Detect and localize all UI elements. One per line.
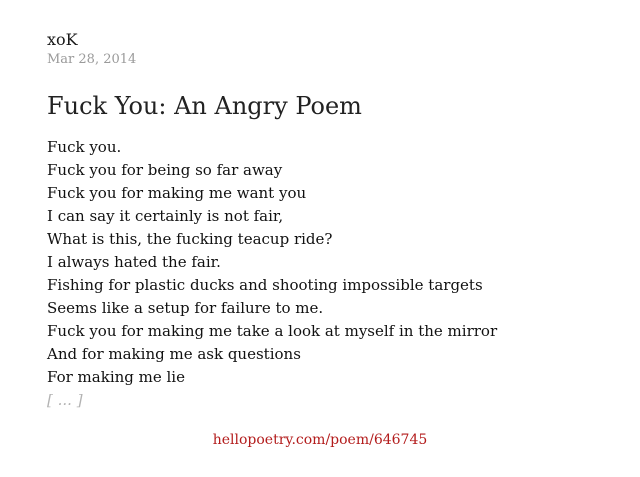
poem-line: Fuck you for making me take a look at myself in the mirror bbox=[47, 322, 498, 340]
poem-body bbox=[47, 136, 497, 412]
poem-line: For making me lie bbox=[47, 368, 185, 386]
poem-line: Seems like a setup for failure to me. bbox=[47, 299, 324, 317]
truncation-marker: [ ... ] bbox=[47, 391, 83, 409]
poem-line: And for making me ask questions bbox=[47, 345, 301, 363]
poem-line: I always hated the fair. bbox=[47, 253, 221, 271]
poem-line: Fuck you. bbox=[47, 138, 122, 156]
poem-line: Fuck you for being so far away bbox=[47, 161, 283, 179]
poem-line: Fuck you for making me want you bbox=[47, 184, 307, 202]
author-name[interactable]: xoK bbox=[47, 30, 78, 49]
poem-line: Fishing for plastic ducks and shooting impossible targets bbox=[47, 276, 483, 294]
poem-line: I can say it certainly is not fair, bbox=[47, 207, 284, 225]
poem-title: Fuck You: An Angry Poem bbox=[47, 92, 362, 120]
poem-line: What is this, the fucking teacup ride? bbox=[47, 230, 333, 248]
post-date: Mar 28, 2014 bbox=[47, 52, 137, 67]
poem-source-link[interactable]: hellopoetry.com/poem/646745 bbox=[212, 432, 428, 448]
